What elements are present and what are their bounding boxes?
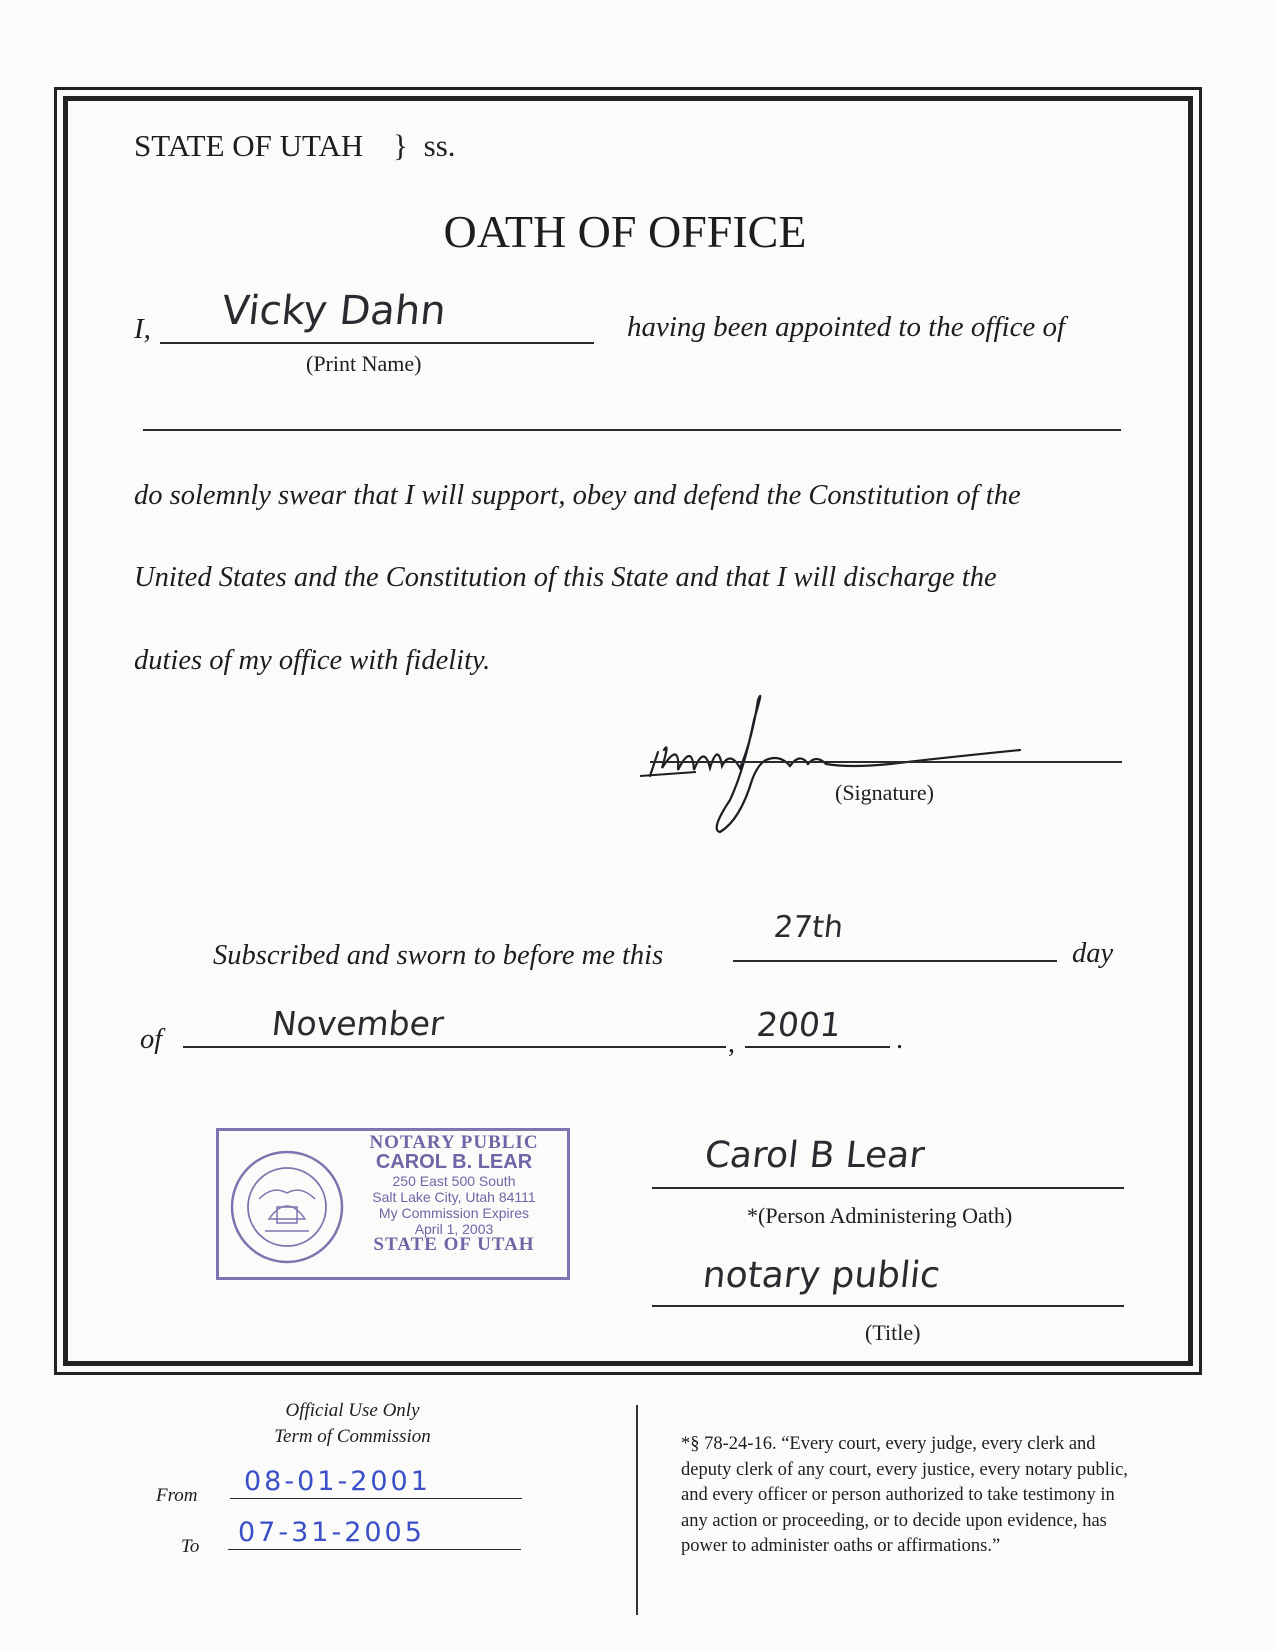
to-line bbox=[228, 1549, 521, 1550]
administrator-name-value[interactable]: Carol B Lear bbox=[702, 1135, 927, 1176]
of-word: of bbox=[140, 1024, 163, 1055]
footnote-line-2: deputy clerk of any court, every justice, every notary public, bbox=[681, 1459, 1128, 1480]
state-seal-icon bbox=[229, 1149, 345, 1265]
stamp-line-5: My Commission Expires bbox=[378, 1205, 530, 1221]
appointed-text: having been appointed to the office of bbox=[627, 311, 1066, 343]
stamp-line-3: 250 East 500 South bbox=[392, 1173, 516, 1189]
stamp-text bbox=[349, 1132, 559, 1255]
print-name-line bbox=[160, 342, 594, 344]
footnote-line-4: any action or proceeding, or to decide upon evidence, has bbox=[681, 1510, 1107, 1531]
stamp-line-6: April 1, 2003 bbox=[414, 1221, 494, 1237]
comma: , bbox=[728, 1028, 735, 1059]
to-value[interactable]: 07-31-2005 bbox=[238, 1517, 425, 1548]
year-line bbox=[745, 1046, 890, 1048]
stamp-line-2: CAROL B. LEAR bbox=[375, 1151, 533, 1173]
print-name-value[interactable]: Vicky Dahn bbox=[219, 288, 449, 334]
footnote-line-5: power to administer oaths or affirmations.” bbox=[681, 1536, 1001, 1556]
from-value[interactable]: 08-01-2001 bbox=[244, 1466, 431, 1497]
signature-scribble bbox=[640, 680, 1040, 840]
subscribed-text: Subscribed and sworn to before me this bbox=[213, 940, 664, 971]
oath-line-1: do solemnly swear that I will support, obey and defend the Constitution of the bbox=[134, 480, 1021, 511]
stamp-line-4: Salt Lake City, Utah 84111 bbox=[372, 1189, 536, 1205]
month-line bbox=[183, 1046, 726, 1048]
signature-caption: (Signature) bbox=[835, 780, 934, 805]
oath-line-2: United States and the Constitution of this State and that I will discharge the bbox=[134, 562, 997, 593]
office-line[interactable] bbox=[143, 429, 1121, 431]
stamp-line-7: STATE OF UTAH bbox=[373, 1234, 535, 1255]
administrator-caption: *(Person Administering Oath) bbox=[747, 1203, 1013, 1228]
footnote bbox=[681, 1432, 1128, 1560]
state-name: STATE OF UTAH bbox=[134, 128, 364, 163]
year-value[interactable]: 2001 bbox=[754, 1005, 844, 1044]
day-value[interactable]: 27th bbox=[772, 910, 845, 945]
i-prefix: I, bbox=[134, 313, 151, 345]
ss-label: ss. bbox=[423, 128, 456, 163]
from-line bbox=[230, 1498, 522, 1499]
administrator-line bbox=[652, 1187, 1124, 1189]
period: . bbox=[896, 1024, 903, 1055]
footnote-line-3: and every officer or person authorized to take testimony in bbox=[681, 1485, 1115, 1505]
day-word: day bbox=[1072, 938, 1114, 969]
footnote-line-1: *§ 78-24-16. “Every court, every judge, every clerk and bbox=[681, 1434, 1096, 1454]
stamp-line-1: NOTARY PUBLIC bbox=[369, 1132, 539, 1153]
title-caption: (Title) bbox=[865, 1320, 921, 1345]
month-value[interactable]: November bbox=[269, 1004, 446, 1043]
signature-line bbox=[650, 761, 1122, 763]
notary-stamp bbox=[216, 1128, 570, 1280]
state-header bbox=[134, 128, 456, 164]
official-use-heading: Official Use Only bbox=[285, 1400, 420, 1421]
term-heading: Term of Commission bbox=[274, 1426, 431, 1447]
oath-line-3: duties of my office with fidelity. bbox=[134, 645, 491, 676]
day-line bbox=[733, 960, 1057, 962]
document-title: OATH OF OFFICE bbox=[443, 206, 807, 257]
title-value[interactable]: notary public bbox=[700, 1255, 943, 1296]
to-label: To bbox=[181, 1536, 200, 1557]
footer-divider bbox=[636, 1405, 638, 1615]
brace: } bbox=[393, 128, 408, 163]
print-name-caption: (Print Name) bbox=[306, 351, 422, 376]
title-line bbox=[652, 1305, 1124, 1307]
from-label: From bbox=[156, 1485, 198, 1506]
